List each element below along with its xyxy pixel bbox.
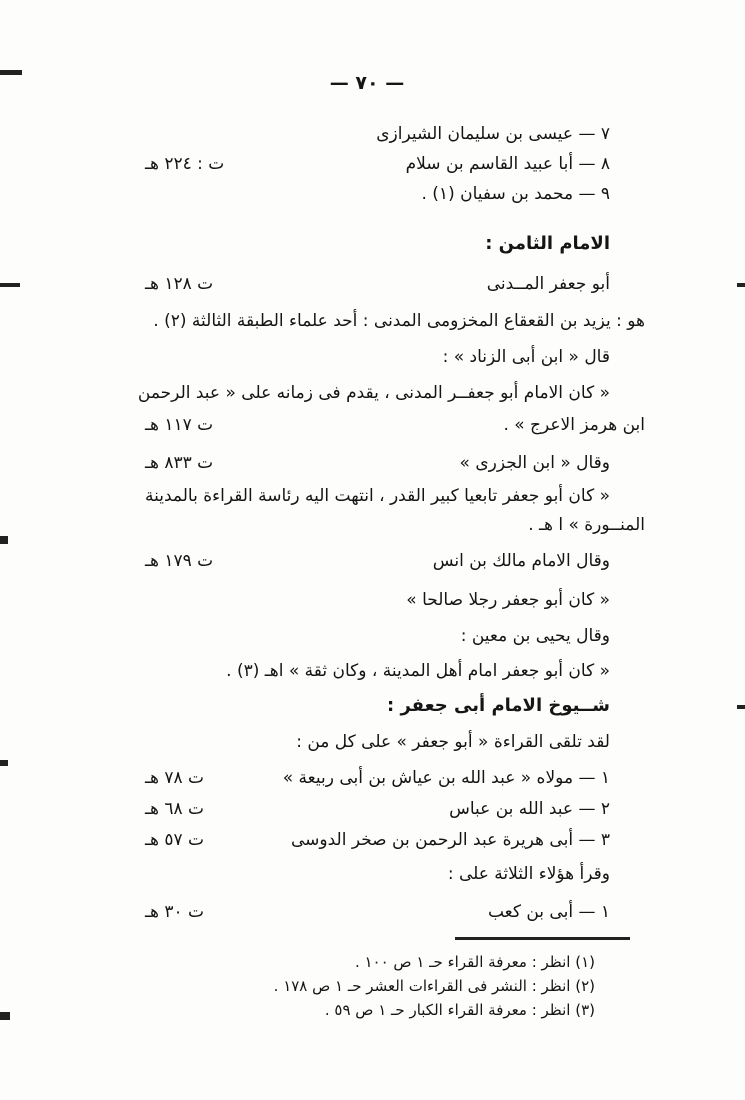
death-date: ت ١٢٨ هـ bbox=[145, 274, 214, 294]
intro-line: لقد تلقى القراءة « أبو جعفر » على كل من : bbox=[296, 732, 610, 752]
death-date: ت ٣٠ هـ bbox=[145, 902, 205, 922]
death-date: ت ١٧٩ هـ bbox=[145, 551, 214, 571]
bio-line: هو : يزيد بن القعقاع المخزومى المدنى : أحد علماء الطبقة الثالثة (٢) . bbox=[153, 311, 645, 331]
quote-line: المنــورة » ا هـ . bbox=[528, 515, 645, 535]
scan-mark-left-1 bbox=[0, 70, 22, 75]
death-date: ت : ٢٢٤ هـ bbox=[145, 154, 225, 174]
quote-line: « كان الامام أبو جعفــر المدنى ، يقدم فى زمانه على « عبد الرحمن bbox=[137, 383, 610, 403]
intro-line: وقرأ هؤلاء الثلاثة على : bbox=[447, 864, 610, 884]
footnote: (٢) انظر : النشر فى القراءات العشر حـ ١ ص ١٧٨ . bbox=[273, 977, 595, 995]
list-item: ٢ — عبد الله بن عباس bbox=[449, 799, 610, 819]
list-item: ١ — أبى بن كعب bbox=[487, 902, 610, 922]
quote-intro: وقال يحيى بن معين : bbox=[460, 626, 610, 646]
scan-mark-left-3 bbox=[0, 536, 8, 544]
list-item: ٩ — محمد بن سفيان (١) . bbox=[421, 184, 610, 204]
death-date: ت ٨٣٣ هـ bbox=[145, 453, 214, 473]
death-date: ت ١١٧ هـ bbox=[145, 415, 214, 435]
death-date: ت ٧٨ هـ bbox=[145, 768, 205, 788]
section-heading: شــيوخ الامام أبى جعفر : bbox=[387, 695, 610, 716]
list-item: ٨ — أبا عبيد القاسم بن سلام bbox=[405, 154, 610, 174]
imam-name: أبو جعفر المــدنى bbox=[486, 274, 610, 294]
quote-line: ابن هرمز الاعرج » . bbox=[503, 415, 645, 435]
quote-intro: وقال « ابن الجزرى » bbox=[459, 453, 610, 473]
footnote: (١) انظر : معرفة القراء حـ ١ ص ١٠٠ . bbox=[354, 953, 595, 971]
page-number: — ٧٠ — bbox=[329, 72, 405, 94]
quote-intro: قال « ابن أبى الزناد » : bbox=[442, 347, 610, 367]
quote-line: « كان أبو جعفر تابعيا كبير القدر ، انتهت اليه رئاسة القراءة بالمدينة bbox=[144, 486, 610, 506]
scan-mark-left-4 bbox=[0, 760, 8, 766]
list-item: ١ — مولاه « عبد الله بن عياش بن أبى ربيعة » bbox=[282, 768, 610, 788]
quote-line: « كان أبو جعفر رجلا صالحا » bbox=[406, 590, 610, 610]
scan-mark-left-2 bbox=[0, 283, 20, 287]
section-heading: الامام الثامن : bbox=[485, 233, 610, 254]
quote-intro: وقال الامام مالك بن انس bbox=[432, 551, 610, 571]
list-item: ٣ — أبى هريرة عبد الرحمن بن صخر الدوسى bbox=[290, 830, 610, 850]
death-date: ت ٥٧ هـ bbox=[145, 830, 205, 850]
scan-mark-left-5 bbox=[0, 1012, 10, 1020]
death-date: ت ٦٨ هـ bbox=[145, 799, 205, 819]
footnote: (٣) انظر : معرفة القراء الكبار حـ ١ ص ٥٩ . bbox=[324, 1001, 595, 1019]
scan-mark-right-1 bbox=[737, 283, 745, 287]
quote-line: « كان أبو جعفر امام أهل المدينة ، وكان ثقة » اهـ (٣) . bbox=[226, 661, 610, 681]
footnote-divider bbox=[455, 937, 630, 940]
list-item: ٧ — عيسى بن سليمان الشيرازى bbox=[376, 124, 610, 144]
scan-mark-right-2 bbox=[737, 705, 745, 709]
